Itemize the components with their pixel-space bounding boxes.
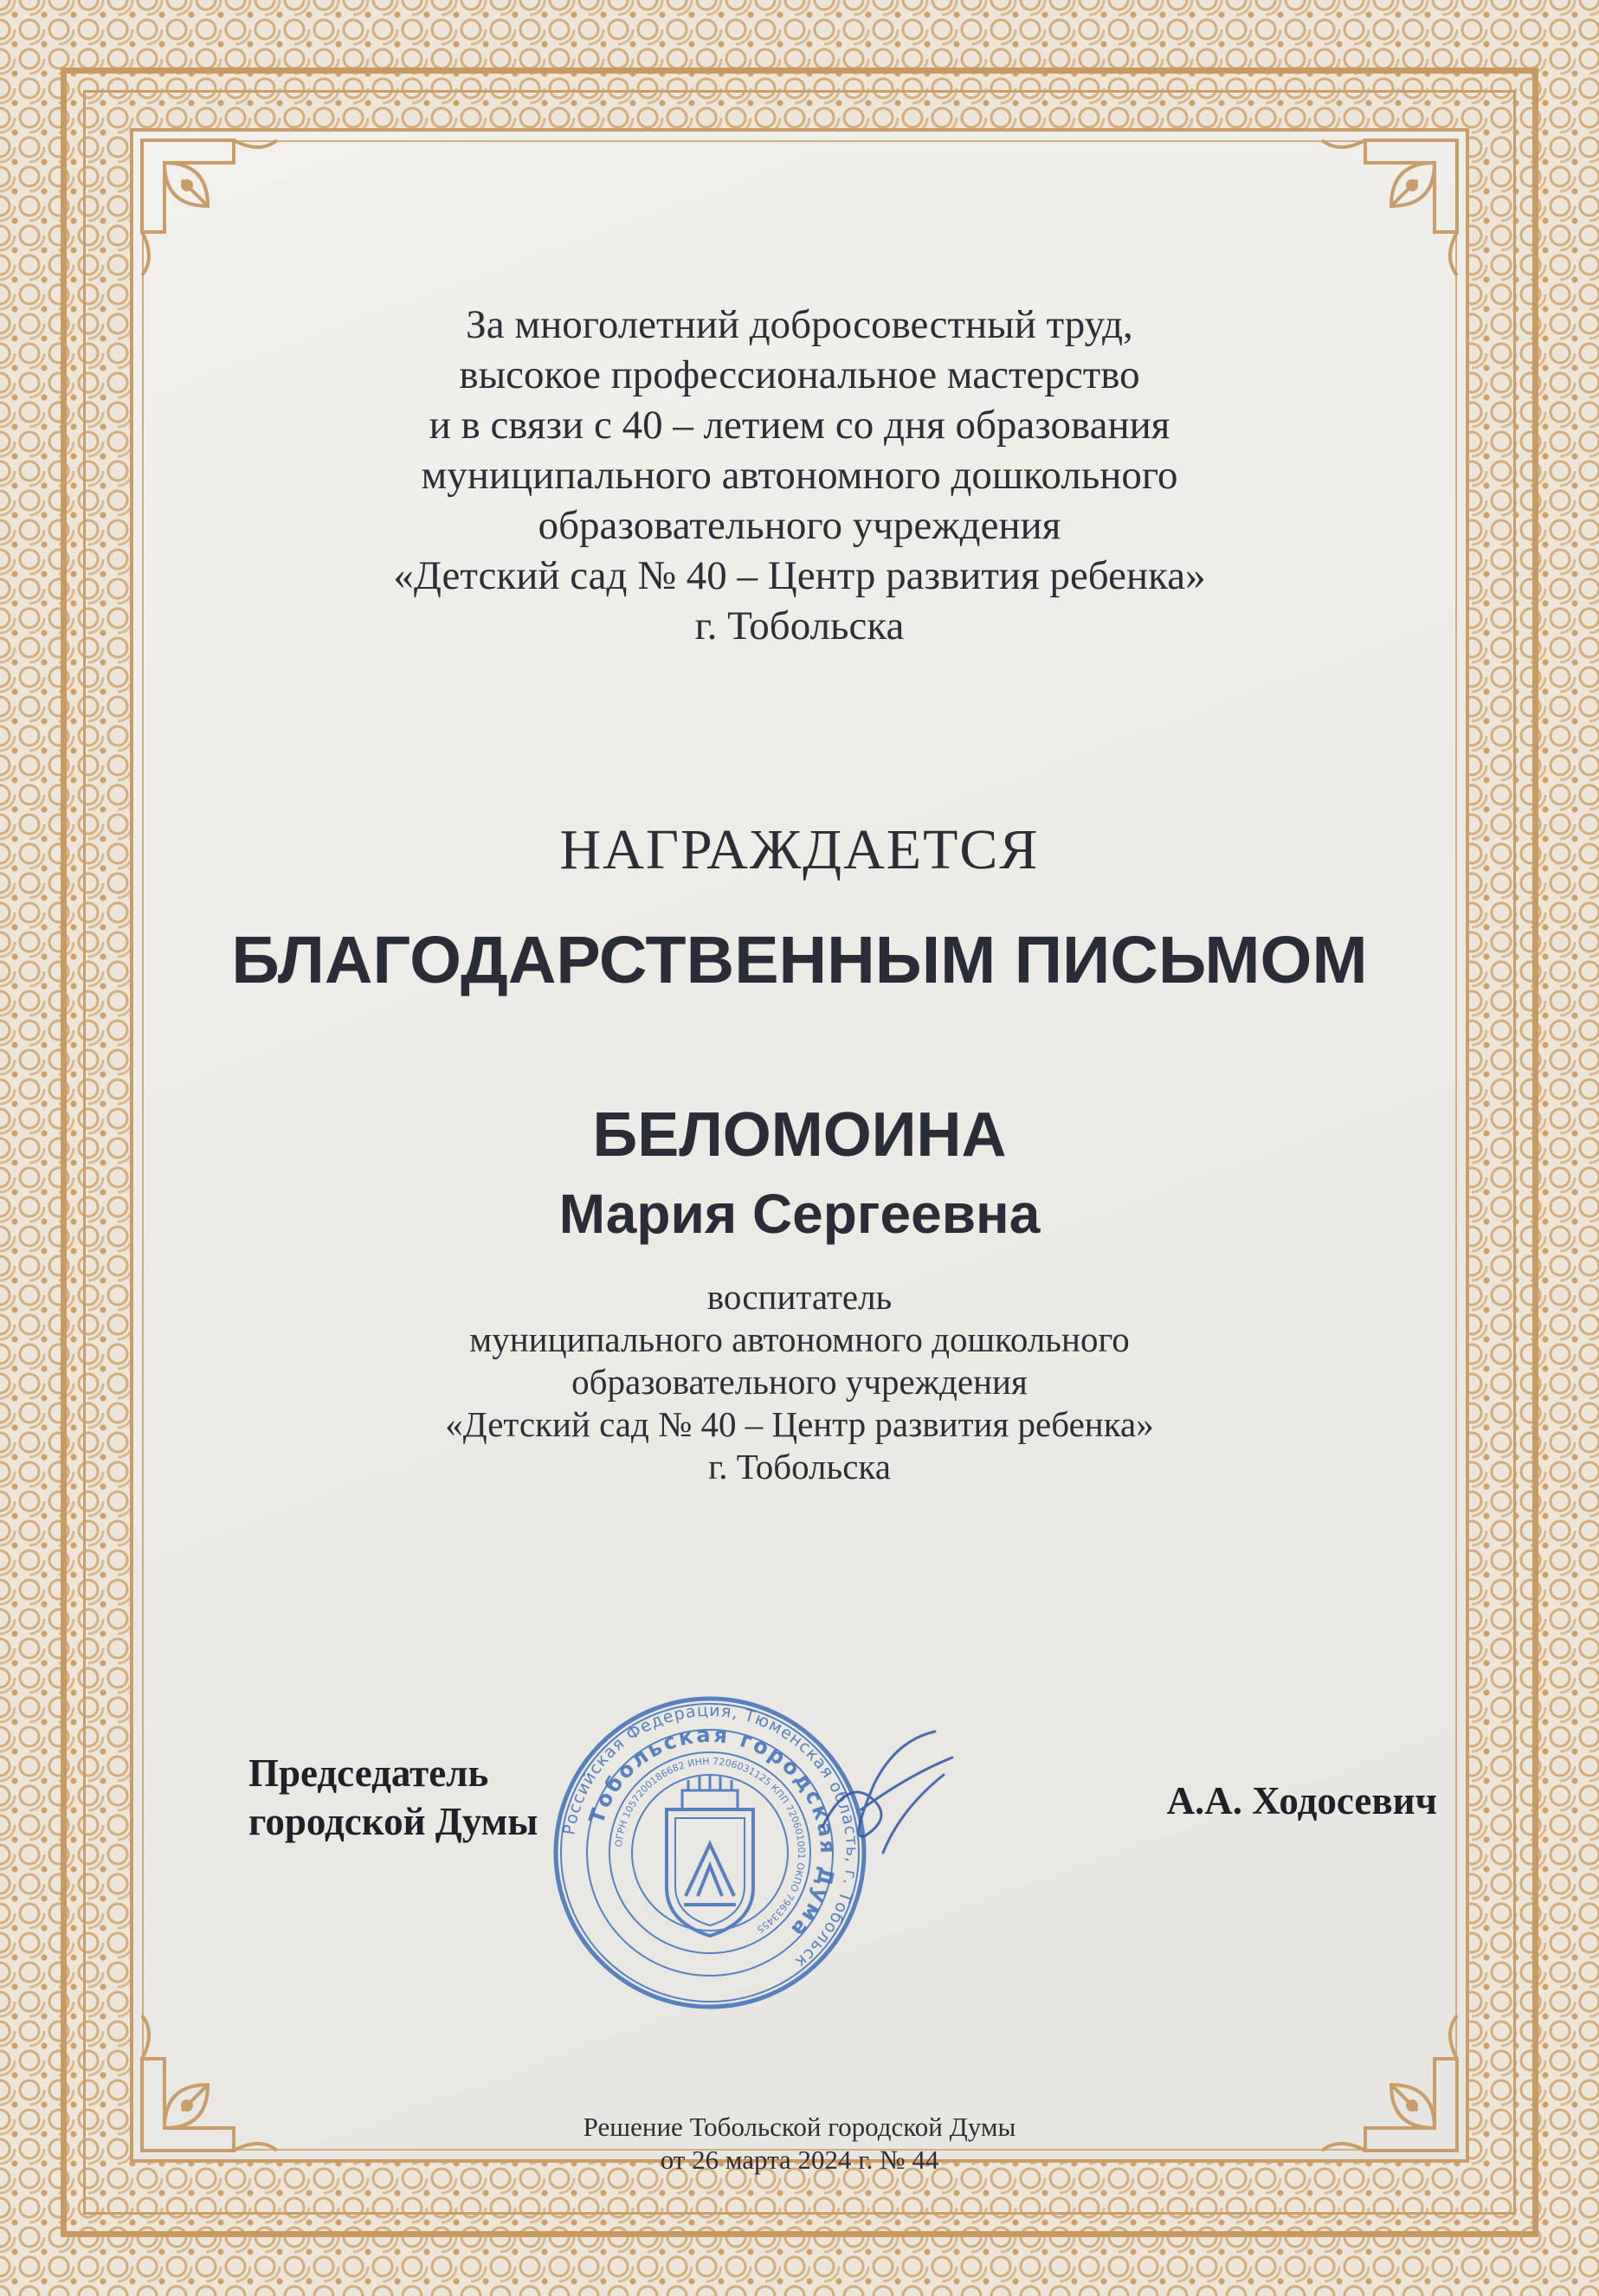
signer-role-line: Председатель	[248, 1751, 489, 1795]
handwritten-signature	[814, 1723, 961, 1861]
intro-line: За многолетний добросовестный труд,	[466, 302, 1133, 347]
intro-line: и в связи с 40 – летием со дня образования	[429, 403, 1170, 448]
intro-line: «Детский сад № 40 – Центр развития ребенка»	[393, 553, 1206, 598]
signer-role	[248, 1749, 664, 1846]
position-line: г. Тобольска	[708, 1447, 891, 1487]
signer-role-line: городской Думы	[248, 1800, 538, 1843]
intro-line: образовательного учреждения	[538, 503, 1061, 548]
recipient-given-names: Мария Сергеевна	[558, 1183, 1041, 1245]
decision-line: Решение Тобольской городской Думы	[583, 2112, 1016, 2142]
recipient-position	[260, 1276, 1339, 1488]
corner-ornament-top-right	[1296, 128, 1469, 301]
seal-middle-text: Тобольская городская Дума	[584, 1722, 841, 1944]
position-line: муниципального автономного дошкольного	[469, 1319, 1130, 1359]
intro-text	[260, 300, 1339, 651]
position-line: образовательного учреждения	[571, 1362, 1028, 1402]
intro-line: муниципального автономного дошкольного	[421, 453, 1178, 498]
intro-line: г. Тобольска	[694, 603, 905, 648]
seal-inner-text: ОГРН 1057200186682 ИНН 7206031125 КПП 720601001 ОКПО 79633455	[613, 1755, 808, 1936]
recipient-surname: БЕЛОМОИНА	[592, 1100, 1007, 1170]
decision-line: от 26 марта 2024 г. № 44	[660, 2144, 939, 2175]
position-line: воспитатель	[706, 1277, 893, 1317]
award-title: БЛАГОДАРСТВЕННЫМ ПИСЬМОМ	[231, 923, 1368, 997]
signer-name: А.А. Ходосевич	[1166, 1779, 1437, 1822]
seal-outer-text: Российская Федерация, Тюменская область, г. Тобольск	[559, 1700, 862, 1973]
awarded-heading: НАГРАЖДАЕТСЯ	[559, 818, 1040, 881]
position-line: «Детский сад № 40 – Центр развития ребенка»	[445, 1404, 1154, 1444]
corner-ornament-top-left	[130, 128, 303, 301]
intro-line: высокое профессиональное мастерство	[459, 352, 1140, 397]
decision-reference	[260, 2111, 1339, 2177]
